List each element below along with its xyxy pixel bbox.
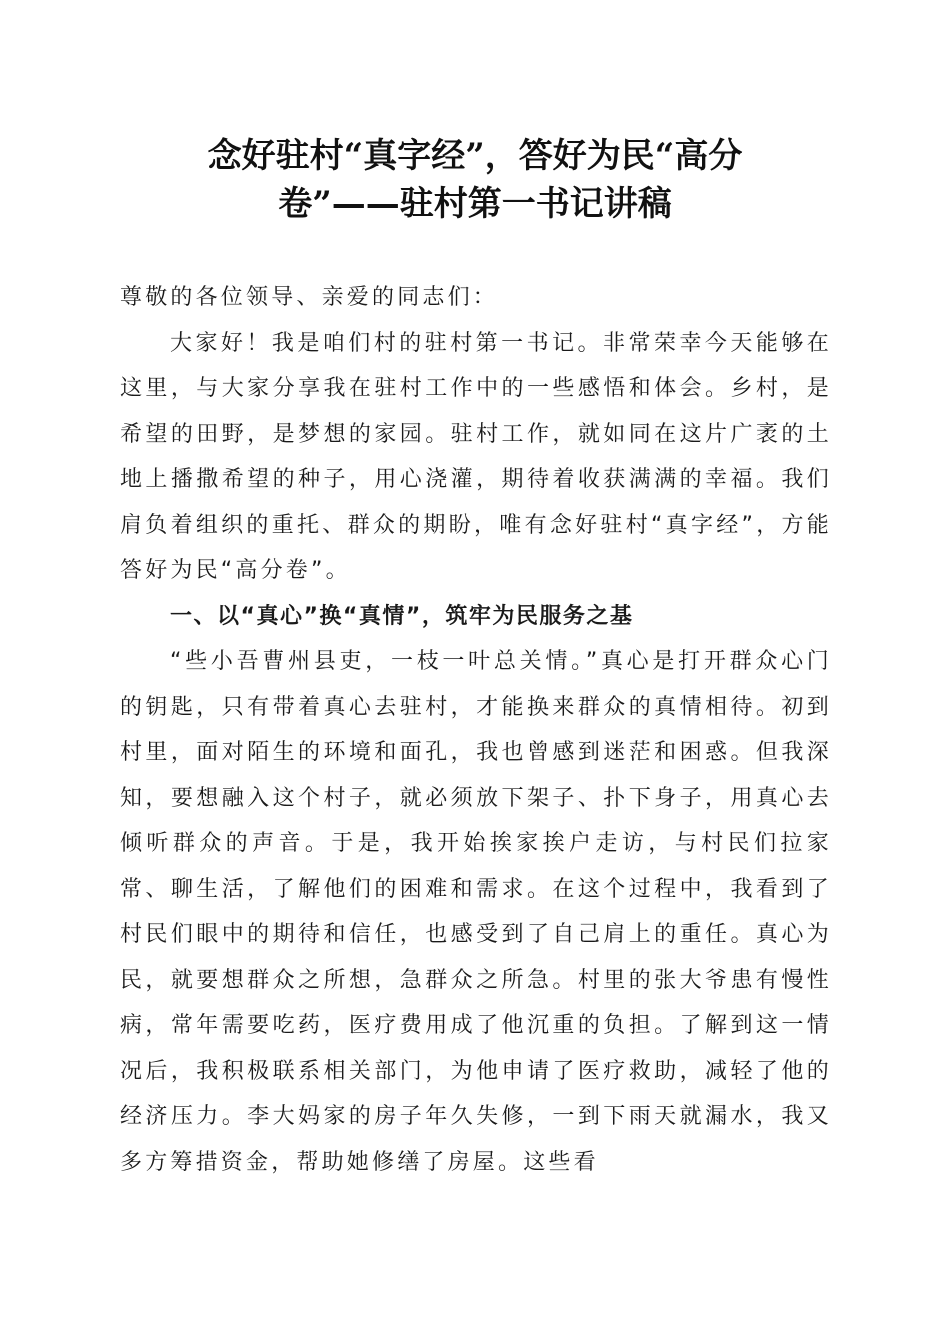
salutation: 尊敬的各位领导、亲爱的同志们： <box>120 285 499 310</box>
paragraph-section-1: “些小吾曹州县吏，一枝一叶总关情。”真心是打开群众心门的钥匙，只有带着真心去驻村，才能换来群众的真情相待。初到村里，面对陌生的环境和面孔，我也曾感到迷茫和困惑。但我深知，要想融入这个村子，就必须放下架子、扑下身子，用真心去倾听群众的声音。于是，我开始挨家挨户走访，与村民们拉家常、聊生活，了解他们的困难和需求。在这个过程中，我看到了村民们眼中的期待和信任，也感受到了自己肩上的重任。真心为民，就要想群众之所想，急群众之所急。村里的张大爷患有慢性病，常年需要吃药，医疗费用成了他沉重的负担。了解到这一情况后，我积极联系相关部门，为他申请了医疗救助，减轻了他的经济压力。李大妈家的房子年久失修，一到下雨天就漏水，我又多方筹措资金，帮助她修缮了房屋。这些看 <box>120 649 832 1175</box>
title-line-1: 念好驻村“真字经”，答好为民“高分 <box>207 136 743 176</box>
document-title <box>120 132 830 228</box>
title-line-2: 卷”——驻村第一书记讲稿 <box>278 184 672 224</box>
paragraph-intro: 大家好！我是咱们村的驻村第一书记。非常荣幸今天能够在这里，与大家分享我在驻村工作中的一些感悟和体会。乡村，是希望的田野，是梦想的家园。驻村工作，就如同在这片广袤的土地上播撒希望的种子，用心浇灌，期待着收获满满的幸福。我们肩负着组织的重托、群众的期盼，唯有念好驻村“真字经”，方能答好为民“高分卷”。 <box>120 330 832 583</box>
document-body <box>120 275 832 1185</box>
section-heading-1: 一、以“真心”换“真情”，筑牢为民服务之基 <box>170 603 634 629</box>
